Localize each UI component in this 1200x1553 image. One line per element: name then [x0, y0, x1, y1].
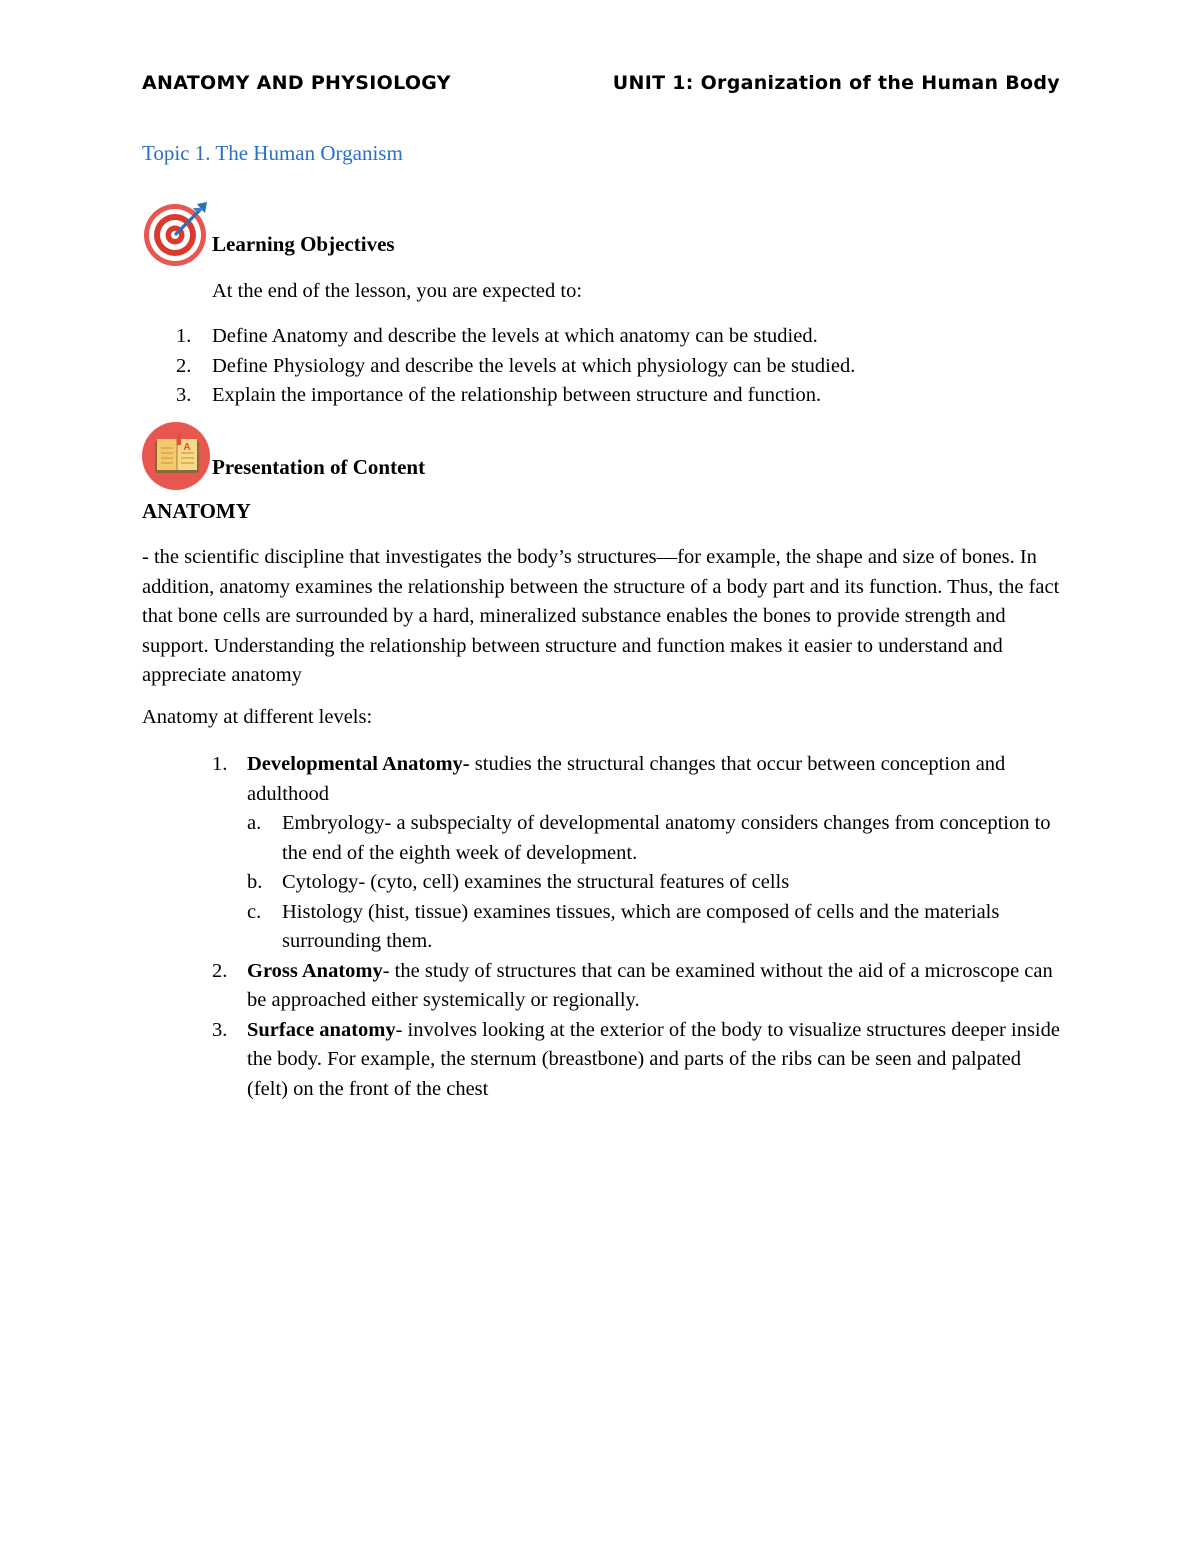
sub-list-item [247, 809, 1062, 868]
list-item [142, 957, 1062, 1016]
list-text: Define Anatomy and describe the levels at which anatomy can be studied. [212, 325, 818, 347]
list-item [142, 381, 855, 411]
sub-list-item [247, 898, 1062, 957]
sub-text: Embryology- a subspecialty of developmental anatomy considers changes from conception to the end of the eighth week of development. [282, 812, 1051, 864]
level-term: Developmental Anatomy- [247, 753, 470, 775]
level-text: studies the structural changes that occur between conception and adulthood [247, 753, 1006, 805]
list-item [142, 352, 855, 382]
list-item [142, 750, 1062, 957]
topic-title: Topic 1. The Human Organism [142, 141, 403, 165]
target-icon [143, 200, 211, 268]
sub-list-item [247, 868, 1062, 898]
anatomy-definition: - the scientific discipline that investigates the body’s structures—for example, the shape and size of bones. In addition, anatomy examines the relationship between the structure of a body part and its function. Thus, the fact that bone cells are surrounded by a hard, mineralized substance enables the bones to provide strength and support. Understanding the relationship between structure and function makes it easier to understand and appreciate anatomy [142, 546, 1060, 686]
list-text: Explain the importance of the relationship between structure and function. [212, 384, 822, 406]
book-letter: A [183, 442, 191, 453]
list-number: 3. [176, 384, 192, 406]
list-number: 1. [212, 753, 228, 775]
list-number: 1. [176, 325, 192, 347]
sub-list [247, 809, 1062, 957]
list-number: 3. [212, 1018, 228, 1041]
sub-letter: b. [247, 871, 263, 893]
sub-letter: a. [247, 812, 262, 834]
level-text: - involves looking at the exterior of the body to visualize structures deeper inside the body. For example, the sternum (breastbone) and parts of the ribs can be seen and palpated (felt) on the front of the chest [247, 1018, 1060, 1100]
objectives-list [142, 322, 855, 411]
learning-objectives-title: Learning Objectives [212, 232, 395, 256]
level-term: Surface anatomy [247, 1018, 396, 1041]
levels-intro: Anatomy at different levels: [142, 706, 373, 728]
list-number: 2. [212, 959, 228, 982]
book-icon [141, 421, 211, 491]
list-number: 2. [176, 354, 192, 377]
sub-text: Cytology- (cyto, cell) examines the structural features of cells [282, 871, 790, 893]
header-course-title: ANATOMY AND PHYSIOLOGY [142, 72, 451, 94]
list-item [142, 1016, 1062, 1105]
anatomy-levels-list [142, 750, 1062, 1104]
list-text: Define Physiology and describe the levels at which physiology can be studied. [212, 354, 856, 377]
list-item [142, 322, 855, 352]
sub-text: Histology (hist, tissue) examines tissues, which are composed of cells and the materials surrounding them. [282, 900, 1000, 952]
presentation-title: Presentation of Content [212, 455, 426, 479]
header-unit-title: UNIT 1: Organization of the Human Body [612, 72, 1060, 94]
objectives-intro: At the end of the lesson, you are expected to: [212, 280, 583, 302]
anatomy-heading: ANATOMY [142, 499, 251, 523]
sub-letter: c. [247, 900, 262, 923]
level-text: - the study of structures that can be examined without the aid of a microscope can be approached either systemically or regionally. [247, 959, 1053, 1011]
level-term: Gross Anatomy [247, 959, 383, 982]
